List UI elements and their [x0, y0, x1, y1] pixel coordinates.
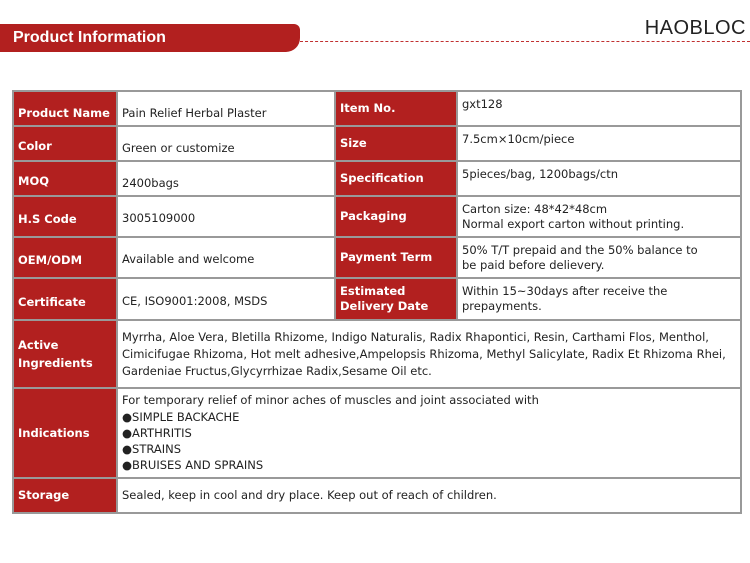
table-row: [13, 91, 741, 126]
text-line: gxt128: [462, 97, 503, 111]
field-value: Green or customize: [117, 126, 335, 161]
label-text: Payment Term: [340, 250, 433, 264]
brand-logo: HAOBLOC: [644, 17, 746, 39]
text-line: 7.5cm×10cm/piece: [462, 132, 575, 146]
label-text: Ingredients: [18, 356, 93, 370]
label-text: Active: [18, 338, 59, 352]
field-label: MOQ: [13, 161, 117, 196]
table-row: [13, 237, 741, 278]
field-label: [335, 196, 457, 237]
text-line: Gardeniae Fructus,Glycyrrhizae Radix,Sesame Oil etc.: [122, 363, 432, 378]
text-line: ●ARTHRITIS: [122, 425, 192, 440]
field-value: CE, ISO9001:2008, MSDS: [117, 278, 335, 320]
field-value: [457, 196, 741, 237]
table-row: [13, 478, 741, 513]
field-label: [335, 91, 457, 126]
field-label: Certificate: [13, 278, 117, 320]
text-line: 50% T/T prepaid and the 50% balance to: [462, 243, 698, 257]
field-label: Product Name: [13, 91, 117, 126]
field-label: Storage: [13, 478, 117, 513]
field-value: [457, 161, 741, 196]
text-line: Carton size: 48*42*48cm: [462, 202, 608, 216]
text-line: Cimicifugae Rhizoma, Hot melt adhesive,Ampelopsis Rhizoma, Methyl Salicylate, Radix Et Rhizoma Rhei,: [122, 346, 726, 361]
label-text: Specification: [340, 171, 424, 185]
table-row: [13, 388, 741, 478]
field-value: [457, 91, 741, 126]
text-line: Delivery Date: [340, 299, 429, 313]
table-row: [13, 278, 741, 320]
label-text: Size: [340, 136, 367, 150]
field-value: 3005109000: [117, 196, 335, 237]
field-label: OEM/ODM: [13, 237, 117, 278]
table-row: [13, 320, 741, 388]
text-line: Estimated: [340, 284, 406, 298]
field-label: [335, 161, 457, 196]
text-line: ●SIMPLE BACKACHE: [122, 409, 240, 424]
table-row: [13, 126, 741, 161]
text-line: 5pieces/bag, 1200bags/ctn: [462, 167, 619, 181]
section-title: Product Information: [0, 24, 300, 52]
field-label: Color: [13, 126, 117, 161]
field-value: [457, 126, 741, 161]
label-text: Item No.: [340, 101, 396, 115]
field-value: Sealed, keep in cool and dry place. Keep out of reach of children.: [117, 478, 741, 513]
field-value: 2400bags: [117, 161, 335, 196]
label-text: Packaging: [340, 209, 407, 223]
field-label: [335, 237, 457, 278]
field-value: Pain Relief Herbal Plaster: [117, 91, 335, 126]
table-row: [13, 161, 741, 196]
divider: [300, 41, 750, 42]
field-label: [335, 126, 457, 161]
text-line: Normal export carton without printing.: [462, 217, 685, 231]
field-label: [335, 278, 457, 320]
text-line: be paid before delievery.: [462, 258, 605, 272]
field-value: [457, 278, 741, 320]
field-label: Indications: [13, 388, 117, 478]
table-row: [13, 196, 741, 237]
text-line: ●STRAINS: [122, 442, 182, 457]
text-line: Myrrha, Aloe Vera, Bletilla Rhizome, Indigo Naturalis, Radix Rhapontici, Resin, Carthami Flos, Menthol,: [122, 329, 709, 344]
text-line: ●BRUISES AND SPRAINS: [122, 458, 264, 473]
field-value: [457, 237, 741, 278]
field-value: [117, 320, 741, 388]
text-line: Within 15~30days after receive the: [462, 284, 668, 298]
field-value: Available and welcome: [117, 237, 335, 278]
field-value: [117, 388, 741, 478]
text-line: prepayments.: [462, 299, 542, 313]
field-label: H.S Code: [13, 196, 117, 237]
field-label: [13, 320, 117, 388]
text-line: For temporary relief of minor aches of muscles and joint associated with: [122, 393, 539, 408]
product-info-table: [12, 90, 742, 514]
